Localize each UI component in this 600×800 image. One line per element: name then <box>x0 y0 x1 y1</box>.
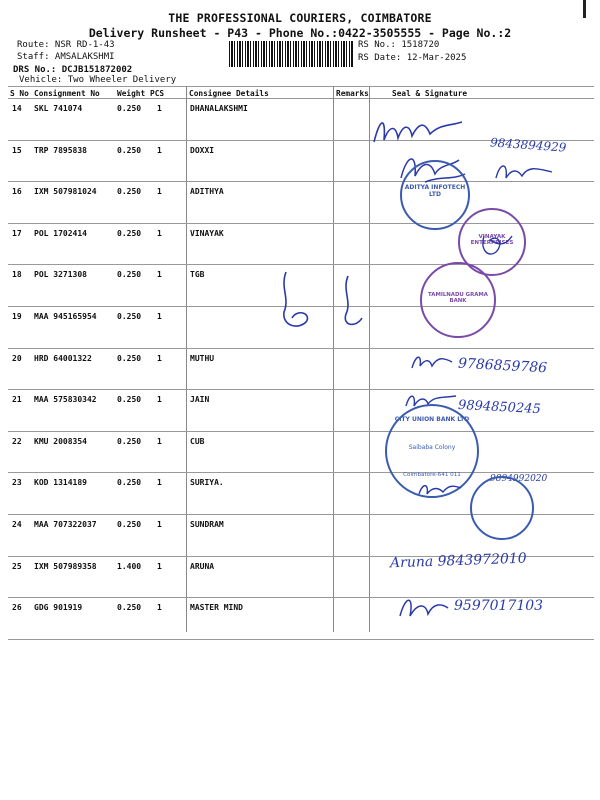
stamp-tn-bank: TAMILNADU GRAMA BANK <box>420 262 496 338</box>
cell-consignee: MUTHU <box>190 353 215 363</box>
cell-pcs: 1 <box>157 353 162 363</box>
cell-sno: 25 <box>12 561 22 571</box>
row-divider <box>8 389 594 390</box>
signature-row-26 <box>396 592 452 626</box>
cell-pcs: 1 <box>157 561 162 571</box>
cell-sno: 20 <box>12 353 22 363</box>
cell-pcs: 1 <box>157 104 162 113</box>
rs-number: RS No.: 1518720 <box>358 40 440 50</box>
cell-weight: 0.250 <box>117 270 142 280</box>
cell-weight: 1.400 <box>117 561 142 571</box>
col-header-consignee: Consignee Details <box>189 89 269 98</box>
cell-weight: 0.250 <box>117 187 142 197</box>
stamp-row-24 <box>470 476 534 540</box>
row-divider <box>8 348 594 349</box>
cell-consignment: IXM 507989358 <box>34 561 97 571</box>
cell-consignee: ARUNA <box>190 561 215 571</box>
cell-consignee: ADITHYA <box>190 187 224 197</box>
cell-consignee: CUB <box>190 436 205 446</box>
cell-weight: 0.250 <box>117 353 142 363</box>
cell-sno: 15 <box>12 145 22 155</box>
cell-pcs: 1 <box>157 187 162 197</box>
table-top-border <box>8 86 594 87</box>
cell-sno: 17 <box>12 228 22 238</box>
cell-weight: 0.250 <box>117 395 142 405</box>
col-header-consignment: Consignment No <box>34 89 100 98</box>
cell-consignment: KOD 1314189 <box>34 478 87 488</box>
staff-text: Staff: AMSALAKSHMI <box>17 52 115 62</box>
cell-weight: 0.250 <box>117 312 142 321</box>
signature-row-23 <box>415 478 465 506</box>
cell-pcs: 1 <box>157 478 162 488</box>
cell-sno: 14 <box>12 104 22 113</box>
cell-consignment: SKL 741074 <box>34 104 83 113</box>
col-header-weight: Weight <box>117 89 146 98</box>
signature-row-20 <box>408 350 458 380</box>
header-bottom-border <box>8 98 594 99</box>
cell-consignment: MAA 945165954 <box>34 312 97 321</box>
cell-weight: 0.250 <box>117 228 142 238</box>
cell-sno: 19 <box>12 312 22 321</box>
cell-pcs: 1 <box>157 270 162 280</box>
cell-weight: 0.250 <box>117 520 142 529</box>
cell-sno: 22 <box>12 436 22 446</box>
cell-consignment: IXM 507981024 <box>34 187 97 197</box>
cell-weight: 0.250 <box>117 478 142 488</box>
cell-weight: 0.250 <box>117 104 142 113</box>
cell-pcs: 1 <box>157 228 162 238</box>
cell-consignee: SUNDRAM <box>190 520 224 529</box>
stamp-city-union-bank: CITY UNION BANK LTD Saibaba Colony Coimbatore-641 011 <box>385 404 479 498</box>
cell-consignment: HRD 64001322 <box>34 353 92 363</box>
rs-date: RS Date: 12-Mar-2025 <box>358 53 467 63</box>
col-header-sno: S No <box>10 89 29 98</box>
cell-consignment: GDG 901919 <box>34 603 83 613</box>
cell-consignee: MASTER MIND <box>190 603 243 613</box>
cell-consignment: MAA 707322037 <box>34 520 97 529</box>
cell-consignee: JAIN <box>190 395 210 405</box>
cell-consignee: VINAYAK <box>190 228 224 238</box>
cell-sno: 26 <box>12 603 22 613</box>
page-title: THE PROFESSIONAL COURIERS, COIMBATORE <box>168 11 432 25</box>
cell-sno: 16 <box>12 187 22 197</box>
cell-consignment: MAA 575830342 <box>34 395 97 405</box>
phone-row-20: 9786859786 <box>457 355 548 377</box>
phone-row-15: 9843894929 <box>489 135 567 155</box>
col-header-remarks: Remarks <box>336 89 369 98</box>
route-text: Route: NSR RD-1-43 <box>17 40 115 50</box>
col-header-pcs: PCS <box>150 89 165 98</box>
cell-consignee: DOXXI <box>190 145 215 155</box>
page-subtitle: Delivery Runsheet - P43 - Phone No.:0422-3505555 - Page No.:2 <box>88 26 512 40</box>
cell-consignee: TGB <box>190 270 205 280</box>
cell-pcs: 1 <box>157 145 162 155</box>
cell-consignment: TRP 7895838 <box>34 145 87 155</box>
column-divider <box>369 86 370 632</box>
col-header-seal: Seal & Signature <box>392 89 468 98</box>
cell-pcs: 1 <box>157 436 162 446</box>
barcode <box>229 41 353 67</box>
cell-consignee: DHANALAKSHMI <box>190 104 248 113</box>
phone-row-23: 9894992020 <box>490 474 548 484</box>
vehicle-text: Vehicle: Two Wheeler Delivery <box>19 75 177 85</box>
cell-pcs: 1 <box>157 603 162 613</box>
cell-pcs: 1 <box>157 395 162 405</box>
cell-sno: 18 <box>12 270 22 280</box>
cell-sno: 23 <box>12 478 22 488</box>
drs-text: DRS No.: DCJB151872002 <box>13 65 133 75</box>
stamp-vinayak: VINAYAK ENTERPRISES <box>458 208 526 276</box>
signature-row-17 <box>478 230 518 264</box>
phone-row-21: 9894850245 <box>457 397 542 418</box>
cell-weight: 0.250 <box>117 145 142 155</box>
cell-pcs: 1 <box>157 312 162 321</box>
phone-row-26: 9597017103 <box>454 598 544 614</box>
cell-consignment: POL 3271308 <box>34 270 87 280</box>
cell-weight: 0.250 <box>117 436 142 446</box>
signature-row-19 <box>278 268 368 342</box>
cell-pcs: 1 <box>157 520 162 529</box>
stamp-aditya: ADITYA INFOTECH LTD <box>400 160 470 230</box>
column-divider <box>333 86 334 632</box>
cell-consignment: KMU 2008354 <box>34 436 87 446</box>
cell-sno: 21 <box>12 395 22 405</box>
column-divider <box>186 86 187 632</box>
handwritten-row-25: Aruna 9843972010 <box>389 550 527 572</box>
cell-consignee: SURIYA. <box>190 478 224 488</box>
signature-row-15b <box>492 158 562 190</box>
cell-consignment: POL 1702414 <box>34 228 87 238</box>
row-divider <box>8 431 594 432</box>
cell-weight: 0.250 <box>117 603 142 613</box>
row-divider <box>8 639 594 640</box>
cell-sno: 24 <box>12 520 22 529</box>
